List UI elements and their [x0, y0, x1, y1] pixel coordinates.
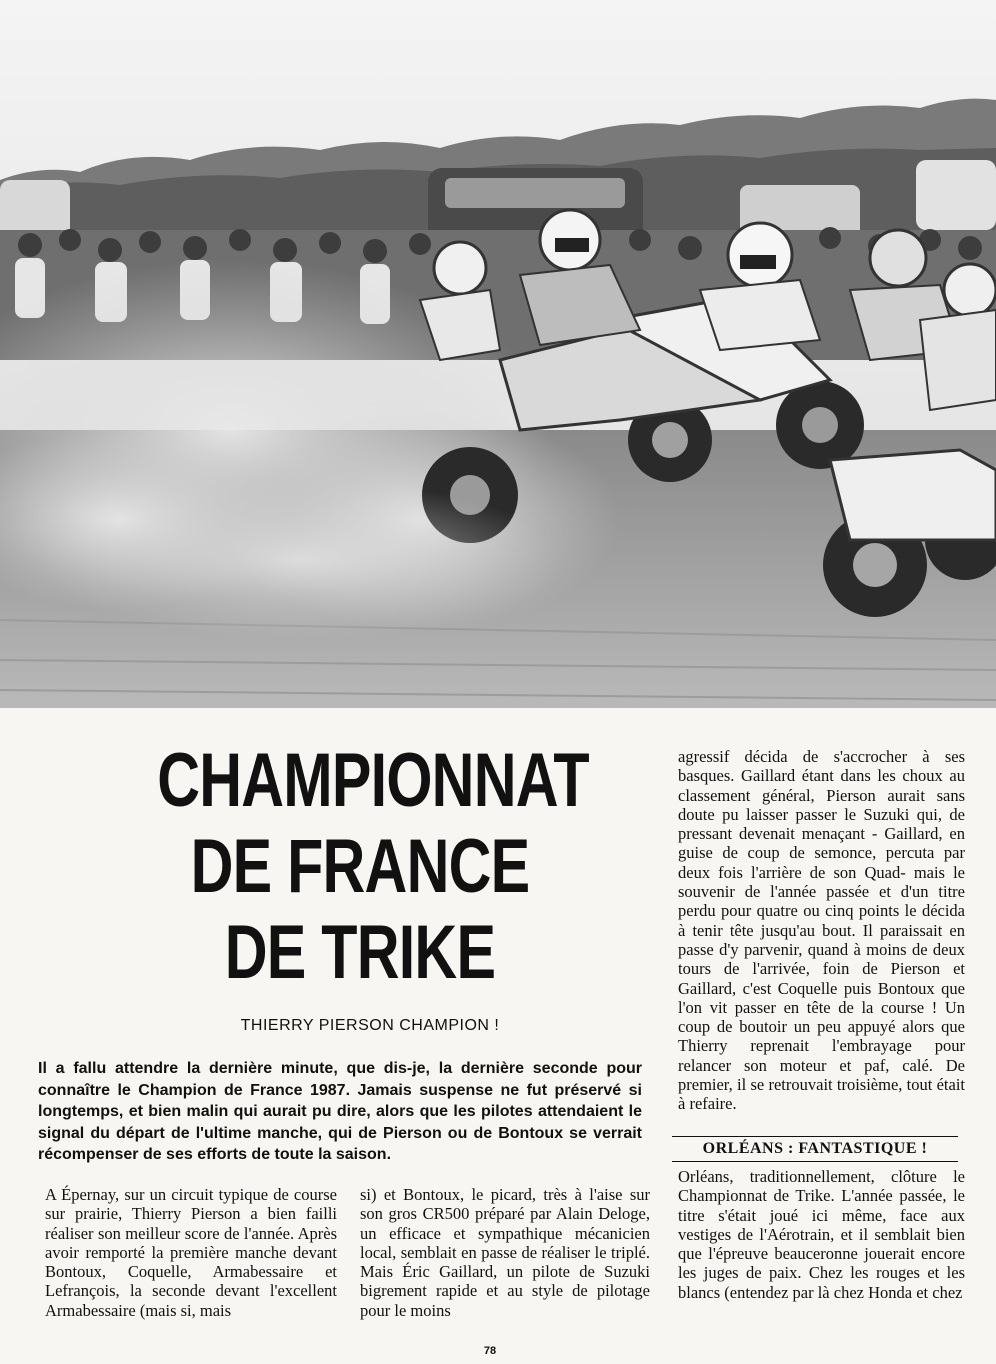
page-number: 78	[483, 1345, 497, 1357]
body-column-3: agressif décida de s'accrocher à ses basques. Gaillard étant dans les choux au classement général, Pierson aurait sans doute pu laisser passer le Suzuki qui, de pressant devenait menaçant - Gaillard, en guise de coup de semonce, percuta par deux fois l'arrière de son Quad- mais le souvenir de l'année passée et d'un titre perdu pour quatre ou cinq points le décida à tenir tête jusqu'au bout. Il paraissait en passe d'y parvenir, quand à moins de deux tours de l'arrivée, foin de Pierson et Gaillard, c'est Coquelle puis Bontoux que l'on vit passer en tête de la course ! Un coup de boutoir un peu appuyé alors que Thierry reprenait l'embrayage pour relancer son moteur et paf, calé. De premier, il se retrouvait troisième, tout était à refaire.	[678, 747, 965, 1114]
article-title	[157, 738, 589, 996]
title-line-1: CHAMPIONNAT	[157, 738, 589, 823]
article-subtitle: THIERRY PIERSON CHAMPION !	[240, 1017, 500, 1034]
body-column-4: Orléans, traditionnellement, clôture le Championnat de Trike. L'année passée, le titre s'était joué ici même, face aux vestiges de l'Aérotrain, et il semblait bien que l'épreuve beauceronne jouerait encore les juges de paix. Chez les rouges et les blancs (entendez par là chez Honda et chez	[678, 1167, 965, 1302]
section-heading-orleans: ORLÉANS : FANTASTIQUE !	[672, 1136, 958, 1162]
lead-paragraph: Il a fallu attendre la dernière minute, que dis-je, la dernière seconde pour connaître le Champion de France 1987. Jamais suspense ne fut préservé si longtemps, et bien malin qui aurait pu dire, alors que les pilotes attendaient le signal du départ de l'ultime manche, qui de Pierson ou de Bontoux se verrait récompenser de ses efforts de toute la saison.	[38, 1060, 642, 1163]
title-line-3: DE TRIKE	[224, 910, 496, 995]
body-column-2: si) et Bontoux, le picard, très à l'aise sur son gros CR500 préparé par Alain Deloge, un efficace et sympathique mécanicien local, semblait en passe de réaliser le triplé. Mais Éric Gaillard, un pilote de Suzuki bigrement rapide et au style de pilotage pour le moins	[360, 1185, 650, 1320]
body-column-1: A Épernay, sur un circuit typique de course sur prairie, Thierry Pierson a bien failli réaliser son meilleur score de l'année. Après avoir remporté la première manche devant Bontoux, Coquelle, Armabessaire et Lefrançois, la seconde devant l'excellent Armabessaire (mais si, mais	[45, 1185, 337, 1320]
title-line-2: DE FRANCE	[190, 824, 530, 909]
